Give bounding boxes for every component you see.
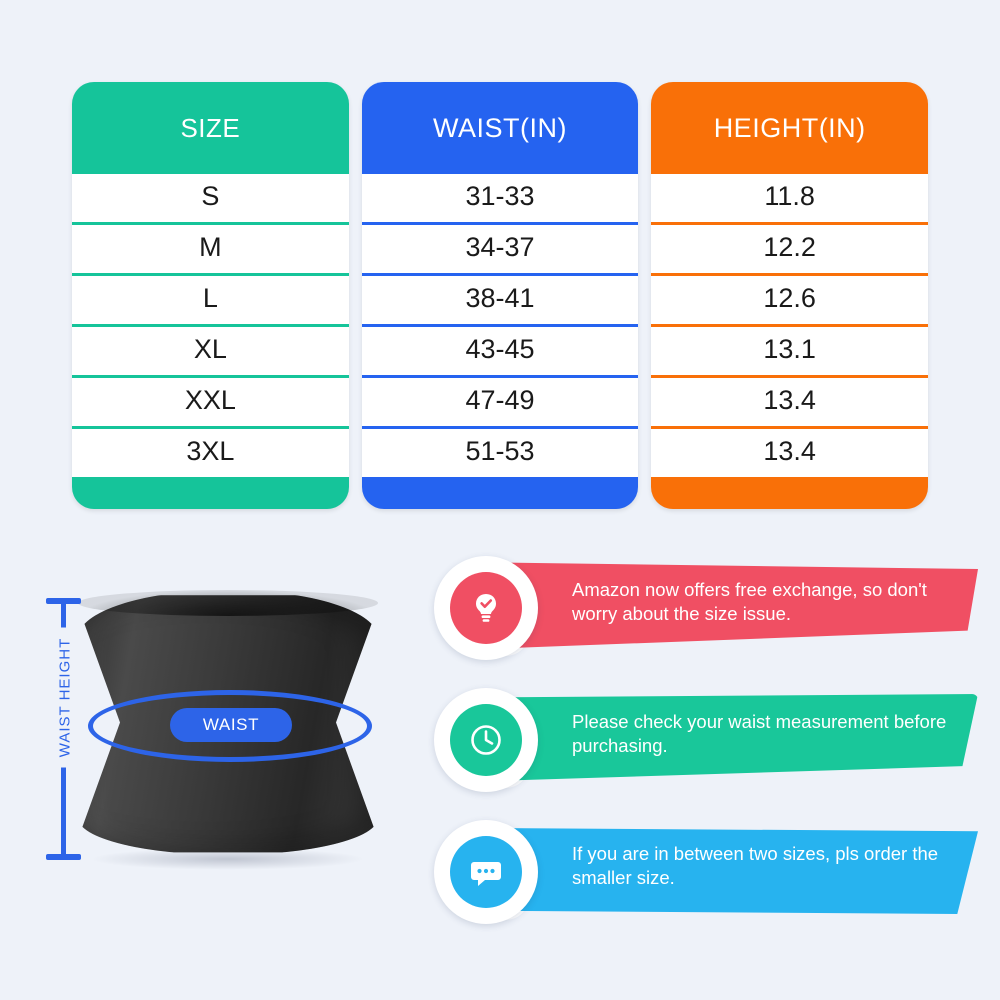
waist-label: WAIST xyxy=(170,708,292,742)
table-cell: M xyxy=(72,225,349,273)
column-header-waist: WAIST(IN) xyxy=(433,112,567,143)
table-cell: 3XL xyxy=(72,429,349,477)
table-cell: 38-41 xyxy=(362,276,639,324)
note-icon-bubble xyxy=(434,688,538,792)
note-item xyxy=(432,688,984,800)
note-text: If you are in between two sizes, pls order the smaller size. xyxy=(572,843,939,889)
note-item xyxy=(432,820,984,932)
size-chart-table xyxy=(72,82,928,509)
product-illustration xyxy=(20,560,430,980)
height-measure-ruler xyxy=(42,592,82,864)
note-text: Amazon now offers free exchange, so don't worry about the size issue. xyxy=(572,579,927,625)
table-cell: 51-53 xyxy=(362,429,639,477)
note-text: Please check your waist measurement before purchasing. xyxy=(572,711,947,757)
table-cell: 12.6 xyxy=(651,276,928,324)
note-item xyxy=(432,556,984,668)
waist-column xyxy=(362,82,639,509)
ruler-cap-bottom xyxy=(46,854,81,860)
table-cell: 13.1 xyxy=(651,327,928,375)
column-footer xyxy=(72,477,349,509)
column-footer xyxy=(651,477,928,509)
notes-list xyxy=(432,556,984,976)
column-header-height: HEIGHT(IN) xyxy=(713,112,866,143)
table-cell: 43-45 xyxy=(362,327,639,375)
lightbulb-check-icon xyxy=(450,572,522,644)
clock-icon xyxy=(450,704,522,776)
table-cell: 34-37 xyxy=(362,225,639,273)
table-cell: 31-33 xyxy=(362,174,639,222)
note-icon-bubble xyxy=(434,556,538,660)
size-column xyxy=(72,82,349,509)
table-cell: XL xyxy=(72,327,349,375)
table-cell: S xyxy=(72,174,349,222)
note-icon-bubble xyxy=(434,820,538,924)
table-cell: XXL xyxy=(72,378,349,426)
table-cell: L xyxy=(72,276,349,324)
table-cell: 47-49 xyxy=(362,378,639,426)
table-cell: 13.4 xyxy=(651,378,928,426)
chat-bubble-icon xyxy=(450,836,522,908)
column-header-size: SIZE xyxy=(180,112,241,143)
table-cell: 11.8 xyxy=(651,174,928,222)
waist-height-label: WAIST HEIGHT xyxy=(54,628,77,768)
column-footer xyxy=(362,477,639,509)
belt-top-shading xyxy=(78,590,378,616)
table-cell: 13.4 xyxy=(651,429,928,477)
table-cell: 12.2 xyxy=(651,225,928,273)
height-column xyxy=(651,82,928,509)
